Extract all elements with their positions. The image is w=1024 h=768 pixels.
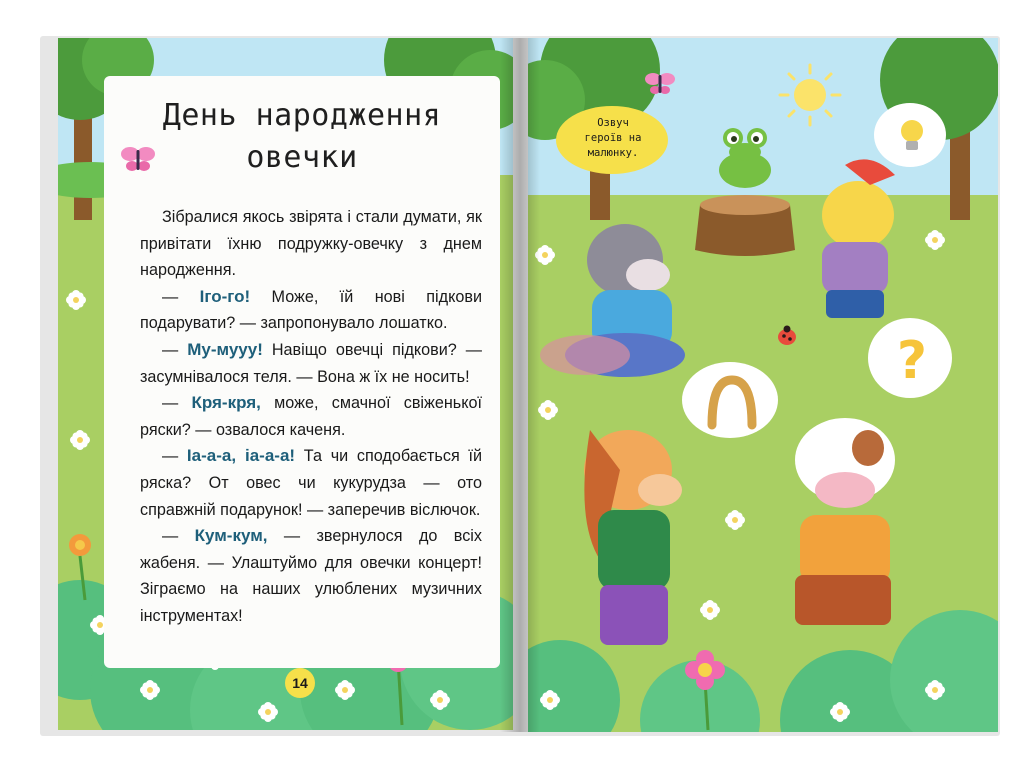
sound-word: Іа-а-а, іа-а-а! [186, 446, 296, 466]
story-segment: — [162, 340, 188, 359]
speech-bubble-line: малюнку. [587, 147, 639, 159]
sound-word: Іго-го! [199, 286, 251, 306]
story-title-line2: овечки [246, 140, 358, 175]
story-segment: — [162, 287, 200, 306]
story-segment: — звернулося до всіх жабеня. — Улаштуймо для овечки концерт! Зіграємо на наших улюблених музичних інструментах! [140, 527, 483, 625]
story-segment: Та чи сподобається їй ряска? От овес чи кукурудза — ото справжній подарунок! — заперечив віслючок. [140, 447, 482, 519]
story-card [104, 76, 500, 668]
story-segment: — [162, 527, 195, 546]
story-segment: Може, їй нові підкови подарувати? — запропонувало лошатко. [140, 287, 483, 333]
story-paragraph [140, 390, 482, 443]
story-text [140, 204, 482, 630]
story-segment: — [162, 447, 187, 466]
sound-word: Кря-кря, [191, 393, 261, 413]
speech-bubble-text [566, 116, 660, 161]
story-segment: — [162, 394, 192, 413]
sun-icon [780, 65, 840, 125]
speech-bubble-line: Озвуч [597, 117, 629, 129]
sound-word: Кум-кум, [194, 526, 268, 546]
story-segment: Зібралися якось звірята і стали думати, як привітати їхню подружку-овечку з днем народження. [140, 208, 482, 280]
story-paragraph [140, 523, 482, 629]
story-paragraph [140, 337, 482, 390]
question-mark-icon: ? [896, 331, 928, 391]
story-paragraph [140, 204, 482, 284]
story-title-line1: День народження [162, 98, 442, 133]
speech-bubble-line: героїв на [584, 132, 642, 144]
sound-word: Му-мууу! [187, 339, 263, 359]
story-paragraph [140, 284, 482, 337]
story-segment: може, смачної свіженької ряски? — озвалося каченя. [140, 394, 482, 439]
story-paragraph [140, 443, 482, 523]
story-segment: Навіщо овечці підкови? — засумнівалося теля. — Вона ж їх не носить! [140, 340, 482, 386]
page-number: 14 [285, 668, 315, 698]
